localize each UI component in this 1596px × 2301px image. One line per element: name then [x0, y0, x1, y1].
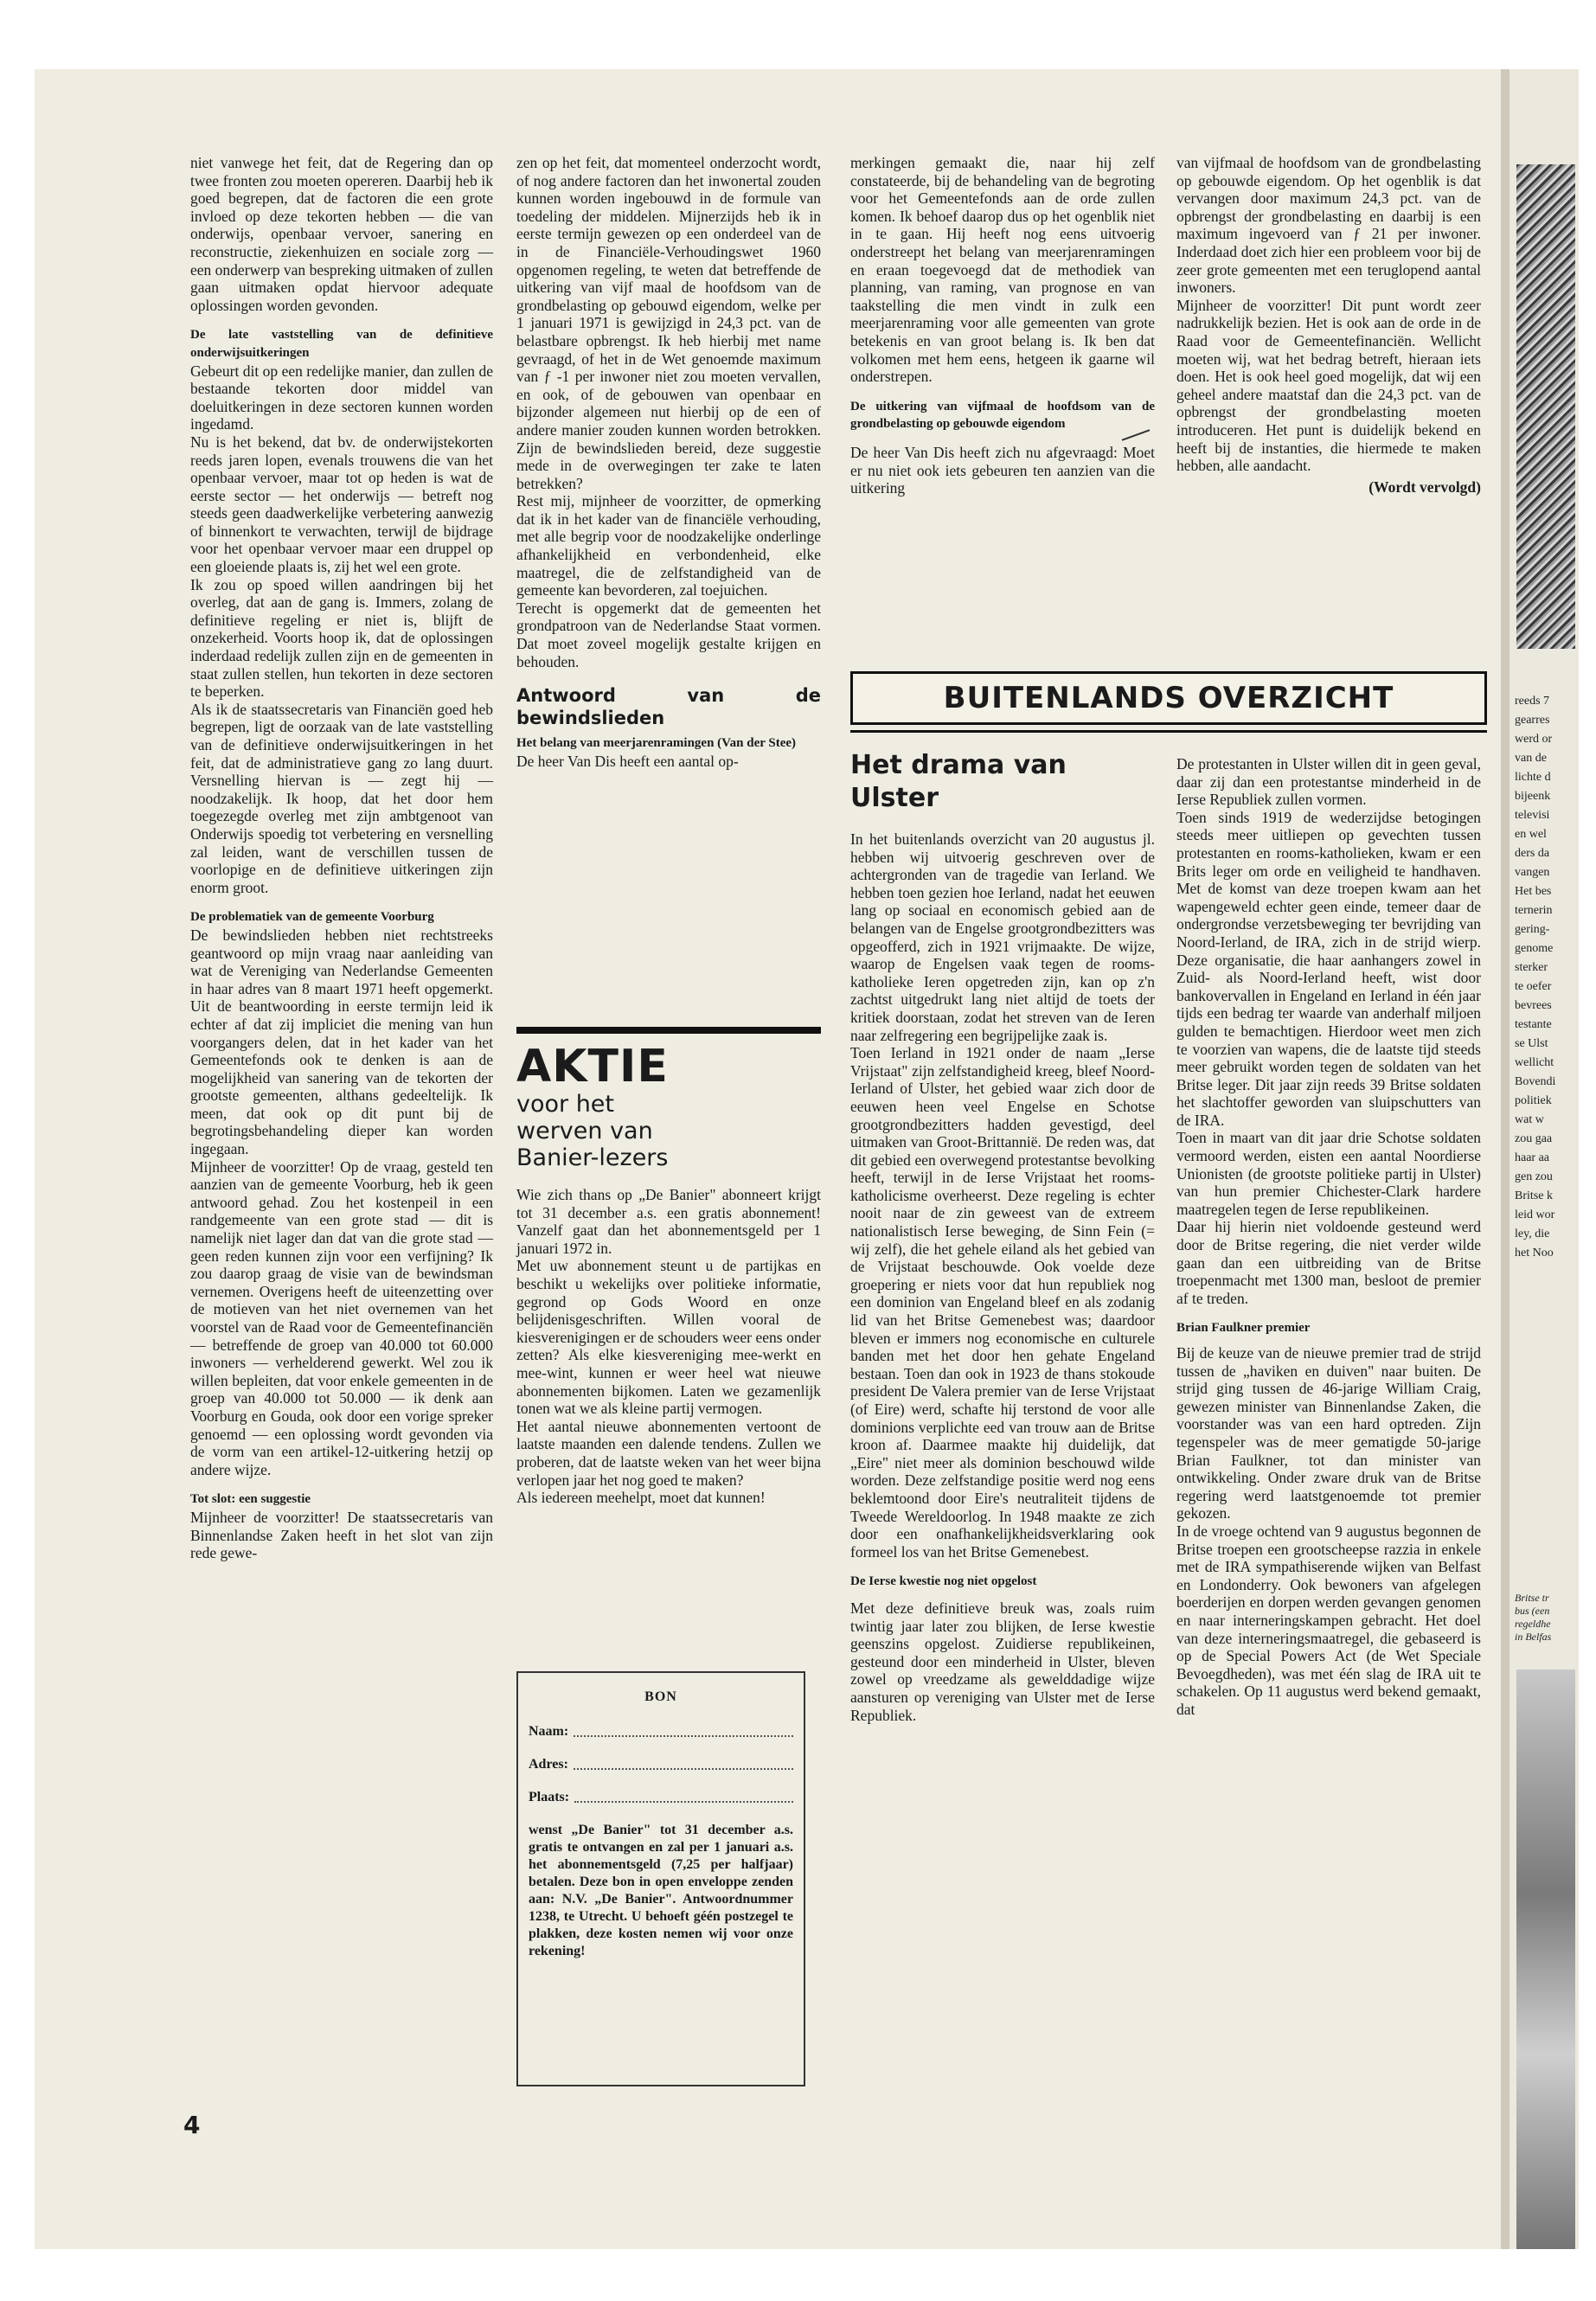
- aktie-subtitle-line: werven van: [516, 1118, 653, 1144]
- paragraph: In het buitenlands overzicht van 20 augustus jl. hebben wij uitvoerig geschreven over de achtergronden van de tragedie van Ierland. We hebben toen gezien hoe Ierland, nadat het eeuwen lang op sociaal en economisch gebied aan de belangen van de Engelse grootgrondbezitters was opgeofferd, zich in 1921 vrijmaakte. De wijze, waarop de Engelsen vaak tegen de rooms-katholieke Ieren opgetreden zijn, kan op z'n zachtst uitgedrukt lang niet altijd de toets der kritiek doorstaan, zodat het streven van de Ieren naar zelfregering een begrijpelijke zaak is.: [850, 830, 1155, 1044]
- continued-note: (Wordt vervolgd): [1368, 478, 1481, 496]
- subheading: Het belang van meerjarenramingen (Van der Stee): [516, 736, 797, 751]
- aktie-body: [516, 1186, 821, 1507]
- subheading: De late vaststelling van de definitieve onderwijsuitkeringen: [190, 328, 493, 360]
- adjacent-photo-bottom: [1516, 1670, 1575, 2249]
- ulster-article-column-4: [1176, 755, 1481, 1718]
- adjacent-caption: Britse tr bus (een regeldhe in Belfas: [1515, 1592, 1552, 1643]
- subheading: De problematiek van de gemeente Voorburg: [190, 910, 434, 925]
- paragraph: De protestanten in Ulster willen dit in geen geval, daar zij dan een protestantse minderheid in de Ierse Republiek zullen vormen.: [1176, 755, 1481, 809]
- paragraph: Nu is het bekend, dat bv. de onderwijstekorten reeds jaren lopen, evenals trouwens die van het openbaar vervoer, maar tot op heden is wat de eerste sector — het onderwijs — betreft nog steeds geen daadwerkelijke verbetering aanwezig of binnenkort te verwachten, terwijl de bijdrage voor het openbaar vervoer maar een druppel op een gloeiende plaats is, zij het wel een grote.: [190, 433, 493, 576]
- paragraph: Gebeurt dit op een redelijke manier, dan zullen de bestaande tekorten door middel van doeluitkeringen in deze sectoren kunnen worden ingedamd.: [190, 362, 493, 433]
- name-label: Naam:: [529, 1724, 569, 1739]
- subheading: De Ierse kwestie nog niet opgelost: [850, 1574, 1037, 1589]
- paragraph: De heer Van Dis heeft zich nu afgevraagd: Moet er nu niet ook iets gebeuren ten aanzien van die uitkering: [850, 443, 1155, 497]
- adjacent-page-edge: [1509, 69, 1579, 2249]
- article-title: [850, 749, 1162, 815]
- title-line: Ulster: [850, 783, 939, 813]
- paragraph: Bij de keuze van de nieuwe premier trad de strijd tussen de „haviken en duiven" naar buiten. De strijd ging tussen de 46-jarige William Craig, gewezen minister van Binnenlandse Zaken, die voorstander was van een hard optreden. Zijn tegenspeler was de meer gematigde 50-jarige Brian Faulkner, tot dan minister van ontwikkeling. Onder zware druk van de Britse regering werd laatstgenoemde tot premier gekozen.: [1176, 1344, 1481, 1522]
- paragraph: Als ik de staatssecretaris van Financiën goed heb begrepen, ligt de oorzaak van de late vaststelling van de definitieve onderwijsuitkeringen in het feit, dat de administratieve gang zo lang duurt. Versnelling hiervan is — zegt hij — noodzakelijk. Ik hoop, dat het door hem toegezegde overleg met zijn ambtgenoot van Onderwijs spoedig tot verbetering en versnelling zal leiden, want de verschillen tussen de voorlopige en de definitieve uitkeringen zijn enorm groot.: [190, 700, 493, 896]
- name-field[interactable]: [529, 1723, 793, 1740]
- aktie-subtitle-line: Banier-lezers: [516, 1144, 669, 1171]
- column-1: [190, 154, 493, 1562]
- paragraph: Mijnheer de voorzitter! Op de vraag, gesteld ten aanzien van de gemeente Voorburg, heb ik geen antwoord gehad. Zou het kostenpeil in een randgemeente van een grote stad — dit is namelijk niet lager dan dat van die grote stad — geen reden kunnen zijn voor een verfijning? Ik zou daarop graag de visie van de bewindsman vernemen. Overigens heeft de uiteenzetting over de motieven van het niet overnemen van het voorstel van de Raad voor de Gemeentefinanciën — betreffende de groep van 40.000 tot 60.000 inwoners — verhelderend gewerkt. Wel zou ik willen bepleiten, dat voor enkele gemeenten in de groep van 40.000 tot 50.000 — ik denk aan Voorburg en Gouda, ook door een vorige spreker genoemd — een oplossing wordt gevonden via de vorm van een artikel-12-uitkering hetzij op andere wijze.: [190, 1157, 493, 1478]
- subheading: De uitkering van vijfmaal de hoofdsom van de grondbelasting op gebouwde eigendom: [850, 399, 1155, 432]
- article-heading: Antwoord van de bewindslieden: [516, 685, 821, 729]
- paragraph: zen op het feit, dat momenteel onderzocht wordt, of nog andere factoren dan het inwonertal zouden kunnen worden ingebouwd in de formule van toedeling der middelen. Mijnerzijds heb ik in eerste termijn gewezen op een onderdeel van de in de Financiële-Verhoudingswet 1960 opgenomen regeling, te weten dat betreffende de uitkering van vijf maal de hoofdsom van de grondbelasting op gebouwd eigendom, welke per 1 januari 1971 is gewijzigd in 24,3 pct. van de belastbare opbrengst. Ik heb hierbij met name gevraagd, of het in de Wet genoemde maximum van ƒ -1 per inwoner niet zou moeten vervallen, en ook, of de gebouwen van openbaar en bijzonder algemeen nut hierbij op de een of andere manier zouden kunnen worden betrokken. Zijn de bewindslieden bereid, deze suggestie mede in de overwegingen ter zake te laten betrekken?: [516, 154, 821, 492]
- paragraph: Toen Ierland in 1921 onder de naam „Ierse Vrijstaat" zijn zelfstandigheid kreeg, bleef Noord-Ierland of Ulster, het gebied waar zich door de eeuwen heen veel Engelse en Schotse grootgrondbezitters hadden gevestigd, deel uitmaken van Groot-Brittannië. De reden was, dat dit gebied een overwegend protestantse bevolking heeft, terwijl in de Ierse Vrijstaat het rooms-katholicisme overheerst. Deze regeling is echter nooit naar de zin geweest van de extreem nationalistisch Ierse beweging, de Sinn Fein (= wij zelf), die het gehele eiland als het gebied van de Vrijstaat beschouwde. Ook voelde deze groepering er niets voor dat hun republiek nog een dominion van Engeland bleef en als zodanig lid van het Britse Gemenebest was; daardoor bleven er immers nog economische en culturele banden met het door hen gehate Engeland bestaan. Toen dan ook in 1923 de thans stokoude president De Valera premier van de Ierse Vrijstaat (of Eire) werd, schafte hij terstond de voor alle dominions verplichte eed van trouw aan de Britse kroon af. Daarmee maakte hij duidelijk, dat „Eire" niet meer als dominion beschouwd wilde worden. Deze zelfstandige positie werd nog eens beklemtoond door Eire's neutraliteit tijdens de Tweede Wereldoorlog. In 1948 maakte ze zich door een onafhankelijkheidsverklaring ook formeel los van het Britse Gemenebest.: [850, 1044, 1155, 1561]
- page-spine: [1501, 69, 1509, 2249]
- paragraph: niet vanwege het feit, dat de Regering dan op twee fronten zou moeten opereren. Daarbij heb ik goed begrepen, dat de factoren die een grote invloed op deze tekorten hebben — die van onderwijs, openbaar vervoer, sanering en reconstructie, ziekenhuizen en sociale zorg — een onderwerp van bespreking uitmaken of zullen gaan uitmaken opdat hiervoor adequate oplossingen worden gevonden.: [190, 154, 493, 314]
- paragraph: Rest mij, mijnheer de voorzitter, de opmerking dat ik in het kader van de financiële verhouding, met alle begrip voor de noodzakelijke onderlinge afhankelijkheid en verbondenheid, elke maatregel, die de zelfstandigheid van de gemeente kan bevorderen, zal toejuichen.: [516, 492, 821, 599]
- coupon-text: wenst „De Banier" tot 31 december a.s. gratis te ontvangen en zal per 1 januari a.s. het abonnementsgeld (7,25 per halfjaar) betalen. Deze bon in open enveloppe zenden aan: N.V. „De Banier". Antwoordnummer 1238, te Utrecht. U behoeft géén postzegel te plakken, deze kosten nemen wij voor onze rekening!: [529, 1823, 793, 1958]
- paragraph: Als iedereen meehelpt, moet dat kunnen!: [516, 1489, 766, 1507]
- address-label: Adres:: [529, 1757, 568, 1772]
- paragraph: Toen in maart van dit jaar drie Schotse soldaten vermoord werden, eisten een aantal Noordierse Unionisten (de grootste politieke partij in Ulster) van hun premier Chichester-Clark hardere maatregelen tegen de Ierse republikeinen.: [1176, 1129, 1481, 1218]
- aktie-subtitle-line: voor het: [516, 1091, 615, 1118]
- ulster-article-column-3: [850, 830, 1155, 1724]
- place-label: Plaats:: [529, 1790, 570, 1804]
- adjacent-photo-top: [1516, 164, 1575, 649]
- paragraph: De bewindslieden hebben niet rechtstreeks geantwoord op mijn vraag naar aanleiding van wat de Vereniging van Nederlandse Gemeenten in haar adres van 8 maart 1971 heeft opgemerkt. Uit de beantwoording in eerste termijn leid ik echter af dat zij impliciet die mening van hun voorgangers delen, dat in het kader van het Gemeentefonds ook te denken is aan de mogelijkheid van sanering van de tekorten der grootste gemeenten, althans gedeeltelijk. Ik meen, dat ook op dit punt bij de begrotingsbehandeling dieper kan worden ingegaan.: [190, 926, 493, 1158]
- column-2: [516, 154, 821, 770]
- paragraph: Het aantal nieuwe abonnementen vertoont de laatste maanden een dalende tendens. Zullen we proberen, dat de laatste weken van het weer bijna verlopen jaar het nog goed te maken?: [516, 1417, 821, 1489]
- paragraph: Met uw abonnement steunt u de partijkas en beschikt u wekelijks over politieke informatie, gegrond op Gods Woord en onze belijdenisgeschriften. Willen vooral de kiesverenigingen er de schouders weer eens onder zetten? Als elke kiesvereniging mee-werkt en mee-wint, kunnen er weer heel wat nieuwe abonnementen bijkomen. Laten we gezamenlijk tonen wat we als kleine partij vermogen.: [516, 1257, 821, 1418]
- aktie-title: AKTIE: [516, 1041, 669, 1093]
- paragraph: merkingen gemaakt die, naar hij zelf constateerde, bij de behandeling van de begroting voor het Gemeentefonds aan de orde zullen komen. Ik behoef daarop dus op het ogenblik niet in te gaan. Hij heeft nog eens uitvoerig onderstreept het belang van meerjarenramingen en eraan toegevoegd dat de methodiek van planning, van raming, van prognose en van taakstelling die men vindt in zulk een meerjarenraming voor alle gemeenten van grote betekenis en van groot belang is. Ik ben dat volkomen met hem eens, hetgeen ik gaarne wil onderstrepen.: [850, 154, 1155, 386]
- column-3: [850, 154, 1155, 497]
- coupon-title: BON: [644, 1689, 677, 1704]
- paragraph: Wie zich thans op „De Banier" abonneert krijgt tot 31 december a.s. een gratis abonnement! Vanzelf gaat dan het abonnementsgeld per 1 januari 1972 in.: [516, 1186, 821, 1257]
- paragraph: Daar hij hierin niet voldoende gesteund werd door de Britse regering, die niet verder wilde gaan dan een uitbreiding van de Britse troepenmacht met 1300 man, besloot de premier af te treden.: [1176, 1218, 1481, 1307]
- paragraph: Terecht is opgemerkt dat de gemeenten het grondpatroon van de Nederlandse Staat vormen. Dat moet zoveel mogelijk gestalte krijgen en behouden.: [516, 599, 821, 670]
- section-rule: [850, 730, 1487, 733]
- paragraph: Mijnheer de voorzitter! De staatssecretaris van Binnenlandse Zaken heeft in het slot van zijn rede gewe-: [190, 1508, 493, 1562]
- page-number: 4: [183, 2111, 201, 2139]
- paragraph: De heer Van Dis heeft een aantal op-: [516, 752, 739, 770]
- title-line: Het drama van: [850, 750, 1067, 780]
- paragraph: Ik zou op spoed willen aandringen bij het overleg, dat aan de gang is. Immers, zolang de definitieve regeling er niet is, blijft de onzekerheid. Voorts hoop ik, dat de oplossingen inderdaad redelijk zullen zijn en de gemeenten in staat zullen stellen, hun tekorten in deze sectoren te beperken.: [190, 575, 493, 701]
- subheading: Brian Faulkner premier: [1176, 1321, 1311, 1336]
- address-field[interactable]: [529, 1756, 793, 1773]
- paragraph: Met deze definitieve breuk was, zoals ruim twintig jaar later zou blijken, de Ierse kwestie geenszins opgelost. Zuidierse republikeinen, gesteund door een minderheid in Ulster, bleven zowel op vreedzame als gewelddadige wijze aansturen op vereniging van Ulster met de Ierse Republiek.: [850, 1599, 1155, 1724]
- place-field[interactable]: [529, 1789, 793, 1806]
- paragraph: van vijfmaal de hoofdsom van de grondbelasting op gebouwde eigendom. Op het ogenblik is dat vervangen door maximum 24,3 pct. van de opbrengst der grondbelasting en daarbij is een maximum ingevoerd van ƒ 21 per inwoner. Inderdaad doet zich hier een probleem voor bij de zeer grote gemeenten met een teruglopend aantal inwoners.: [1176, 154, 1481, 297]
- paragraph: In de vroege ochtend van 9 augustus begonnen de Britse troepen een grootscheepse razzia in enkele met de IRA sympathiserende wijken van Belfast en Londonderry. Ook bewoners van afgelegen boerderijen en dorpen werden gevangen genomen en naar interneringskampen gebracht. Het doel van deze interneringsmaatregel, die gebaseerd is op de Special Powers Act (de Wet Speciale Bevoegdheden), was met één slag de IRA uit te schakelen. Op 11 augustus werd bekend gemaakt, dat: [1176, 1522, 1481, 1718]
- subscription-coupon: [516, 1671, 805, 2086]
- paragraph: Mijnheer de voorzitter! Dit punt wordt zeer nadrukkelijk bezien. Het is ook aan de orde in de Raad voor de Gemeentefinanciën. Wellicht moeten wij, wat het bedrag betreft, hieraan iets doen. Het is ook heel goed mogelijk, dat wij een geheel andere maatstaf dan die 24,3 pct. van de opbrengst der grondbelasting moeten introduceren. Het punt is duidelijk bekend en heeft bij de instanties, die hiermede te maken hebben, alle aandacht.: [1176, 296, 1481, 475]
- aktie-heading: [516, 1042, 821, 1171]
- subheading: Tot slot: een suggestie: [190, 1492, 311, 1507]
- adjacent-text-fragments: reeds 7 gearres werd or van de lichte d bijeenk televisi en wel ders da vangen Het bes ternerin gering- genome sterker te oefer bevrees testante se Ulst wellicht Bovendi politiek wat w zou gaa haar aa gen zou Britse k leid wor ley, die het Noo: [1515, 695, 1556, 1259]
- paragraph: Toen sinds 1919 de wederzijdse betogingen steeds meer uitliepen op gevechten tussen protestanten en rooms-katholieken, kwam er een Brits leger om orde en veiligheid te handhaven. Met de komst van deze troepen kwam aan het wapengeweld echter geen einde, temeer daar de ondergrondse verzetsbeweging ter bevrijding van Noord-Ierland, de IRA, zich in de strijd wierp. Deze organisatie, die haar aanhangers zowel in Zuid- als Noord-Ierland heeft, wist door bankovervallen in Engeland en Ierland in één jaar tijds een bedrag ter waarde van anderhalf miljoen gulden te bemachtigen. Hierdoor weet men zich te voorzien van wapens, die de laatste tijd steeds meer gebruikt worden tegen de soldaten van het Britse leger. Dit jaar zijn reeds 39 Britse soldaten het slachtoffer geworden van sluipschutters van de IRA.: [1176, 808, 1481, 1129]
- section-header: [850, 671, 1487, 725]
- section-title: BUITENLANDS OVERZICHT: [943, 681, 1394, 715]
- aktie-rule: [516, 1027, 821, 1034]
- column-4: [1176, 154, 1481, 496]
